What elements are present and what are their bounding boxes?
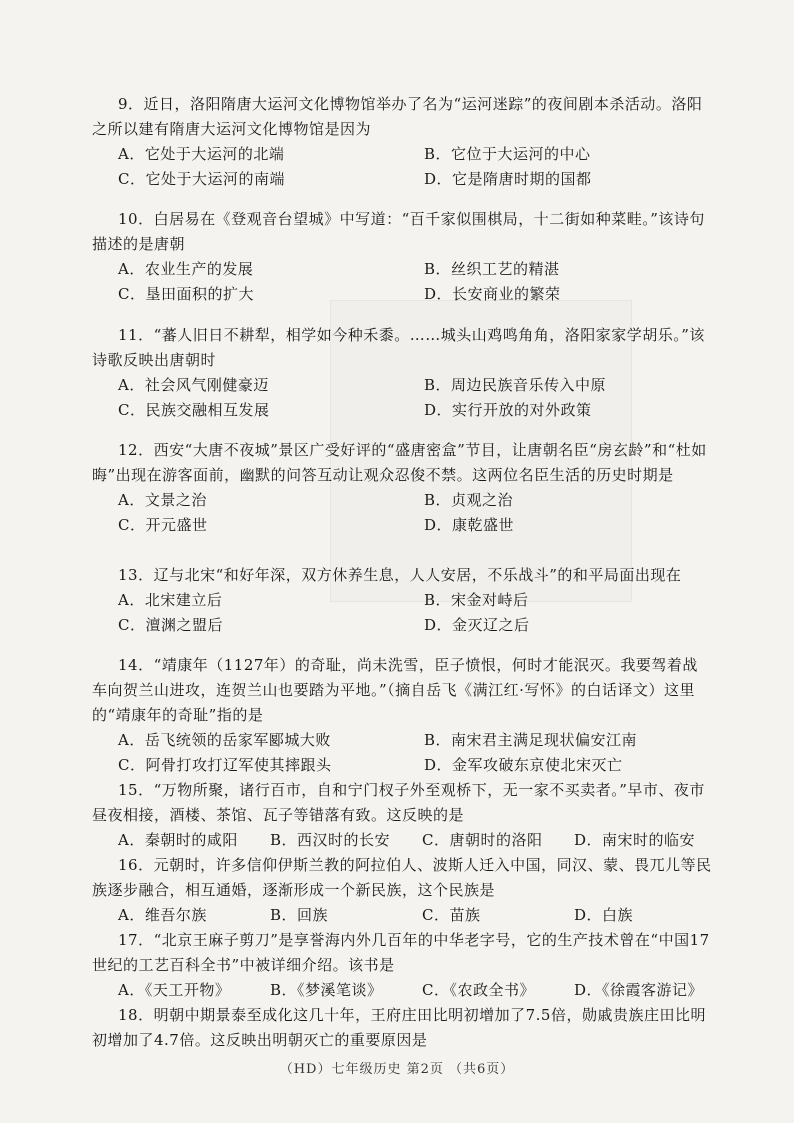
option-d: D．康乾盛世 — [424, 516, 515, 534]
question-11 — [92, 323, 712, 423]
option-c: C．它处于大运河的南端 — [118, 170, 285, 188]
option-b: B．西汉时的长安 — [270, 831, 391, 849]
option-list — [92, 828, 712, 853]
question-9 — [92, 92, 712, 192]
option-c: C．《农政全书》 — [422, 981, 535, 999]
question-stem: 16．元朝时，许多信仰伊斯兰教的阿拉伯人、波斯人迁入中国，同汉、蒙、畏兀儿等民族逐步融合，相互通婚，逐渐形成一个新民族，这个民族是 — [92, 856, 712, 899]
option-b: B．南宋君主满足现状偏安江南 — [424, 731, 638, 749]
option-list — [92, 978, 712, 1003]
option-list — [92, 903, 712, 928]
option-c: C．唐朝时的洛阳 — [422, 831, 543, 849]
option-b: B．它位于大运河的中心 — [424, 145, 591, 163]
option-a: A．农业生产的发展 — [118, 260, 254, 278]
question-13 — [92, 563, 712, 638]
question-stem: 15．“万物所聚，诸行百市，自和宁门杈子外至观桥下，无一家不买卖者。”早市、夜市昼夜相接，酒楼、茶馆、瓦子等错落有致。这反映的是 — [92, 781, 705, 824]
option-d: D．实行开放的对外政策 — [424, 401, 592, 419]
option-d: D．《徐霞客游记》 — [574, 981, 704, 999]
option-c: C．阿骨打攻打辽军使其摔跟头 — [118, 756, 332, 774]
question-stem: 10．白居易在《登观音台望城》中写道：“百千家似围棋局，十二街如种菜畦。”该诗句描述的是唐朝 — [92, 210, 705, 253]
option-a: A．岳飞统领的岳家军郾城大败 — [118, 731, 331, 749]
option-a: A．社会风气刚健豪迈 — [118, 376, 269, 394]
question-stem: 13．辽与北宋“和好年深，双方休养生息，人人安居，不乐战斗”的和平局面出现在 — [118, 566, 682, 584]
option-b: B．贞观之治 — [424, 491, 514, 509]
option-d: D．金军攻破东京使北宋灭亡 — [424, 756, 623, 774]
question-14 — [92, 653, 712, 778]
option-list — [92, 488, 712, 538]
option-a: A．秦朝时的咸阳 — [118, 831, 238, 849]
question-12 — [92, 438, 712, 538]
question-stem: 11．“蕃人旧日不耕犁，相学如今种禾黍。……城头山鸡鸣角角，洛阳家家学胡乐。”该诗歌反映出唐朝时 — [92, 326, 705, 369]
option-a: A．它处于大运河的北端 — [118, 145, 285, 163]
option-list — [92, 588, 712, 638]
option-c: C．澶渊之盟后 — [118, 616, 223, 634]
option-b: B．丝织工艺的精湛 — [424, 260, 560, 278]
option-c: C．垦田面积的扩大 — [118, 285, 254, 303]
option-d: D．长安商业的繁荣 — [424, 285, 561, 303]
question-stem: 18．明朝中期景泰至成化这几十年，王府庄田比明初增加了7.5倍，勋戚贵族庄田比明初增加了4.7倍。这反映出明朝灭亡的重要原因是 — [92, 1006, 706, 1049]
option-list — [92, 728, 712, 778]
option-b: B．回族 — [270, 906, 329, 924]
question-stem: 14．“靖康年（1127年）的奇耻，尚未洗雪，臣子愤恨，何时才能泯灭。我要驾着战车向贺兰山进攻，连贺兰山也要踏为平地。”（摘自岳飞《满江红·写怀》的白话译文）这里的“靖康年的奇耻”指的是 — [92, 656, 698, 724]
question-15 — [92, 778, 712, 853]
question-stem: 12．西安“大唐不夜城”景区广受好评的“盛唐密盒”节目，让唐朝名臣“房玄龄”和“杜如晦”出现在游客面前，幽默的问答互动让观众忍俊不禁。这两位名臣生活的历史时期是 — [92, 441, 707, 484]
question-10 — [92, 207, 712, 307]
question-stem: 9．近日，洛阳隋唐大运河文化博物馆举办了名为“运河迷踪”的夜间剧本杀活动。洛阳之所以建有隋唐大运河文化博物馆是因为 — [92, 95, 703, 138]
option-a: A．维吾尔族 — [118, 906, 207, 924]
option-b: B．《梦溪笔谈》 — [270, 981, 383, 999]
option-list — [92, 257, 712, 307]
question-18 — [92, 1003, 712, 1053]
option-a: A．文景之治 — [118, 491, 207, 509]
option-d: D．白族 — [574, 906, 634, 924]
option-b: B．宋金对峙后 — [424, 591, 529, 609]
option-d: D．金灭辽之后 — [424, 616, 530, 634]
option-c: C．民族交融相互发展 — [118, 401, 270, 419]
option-d: D．它是隋唐时期的国都 — [424, 170, 592, 188]
page-footer: （HD）七年级历史 第2页 （共6页） — [279, 1062, 515, 1077]
option-a: A．《天工开物》 — [118, 981, 231, 999]
question-17 — [92, 928, 712, 1003]
question-16 — [92, 853, 712, 928]
option-list — [92, 142, 712, 192]
option-d: D．南宋时的临安 — [574, 831, 696, 849]
option-list — [92, 373, 712, 423]
question-stem: 17．“北京王麻子剪刀”是享誉海内外几百年的中华老字号，它的生产技术曾在“中国17世纪的工艺百科全书”中被详细介绍。该书是 — [92, 931, 710, 974]
option-b: B．周边民族音乐传入中原 — [424, 376, 607, 394]
option-c: C．开元盛世 — [118, 516, 208, 534]
option-c: C．苗族 — [422, 906, 481, 924]
option-a: A．北宋建立后 — [118, 591, 223, 609]
